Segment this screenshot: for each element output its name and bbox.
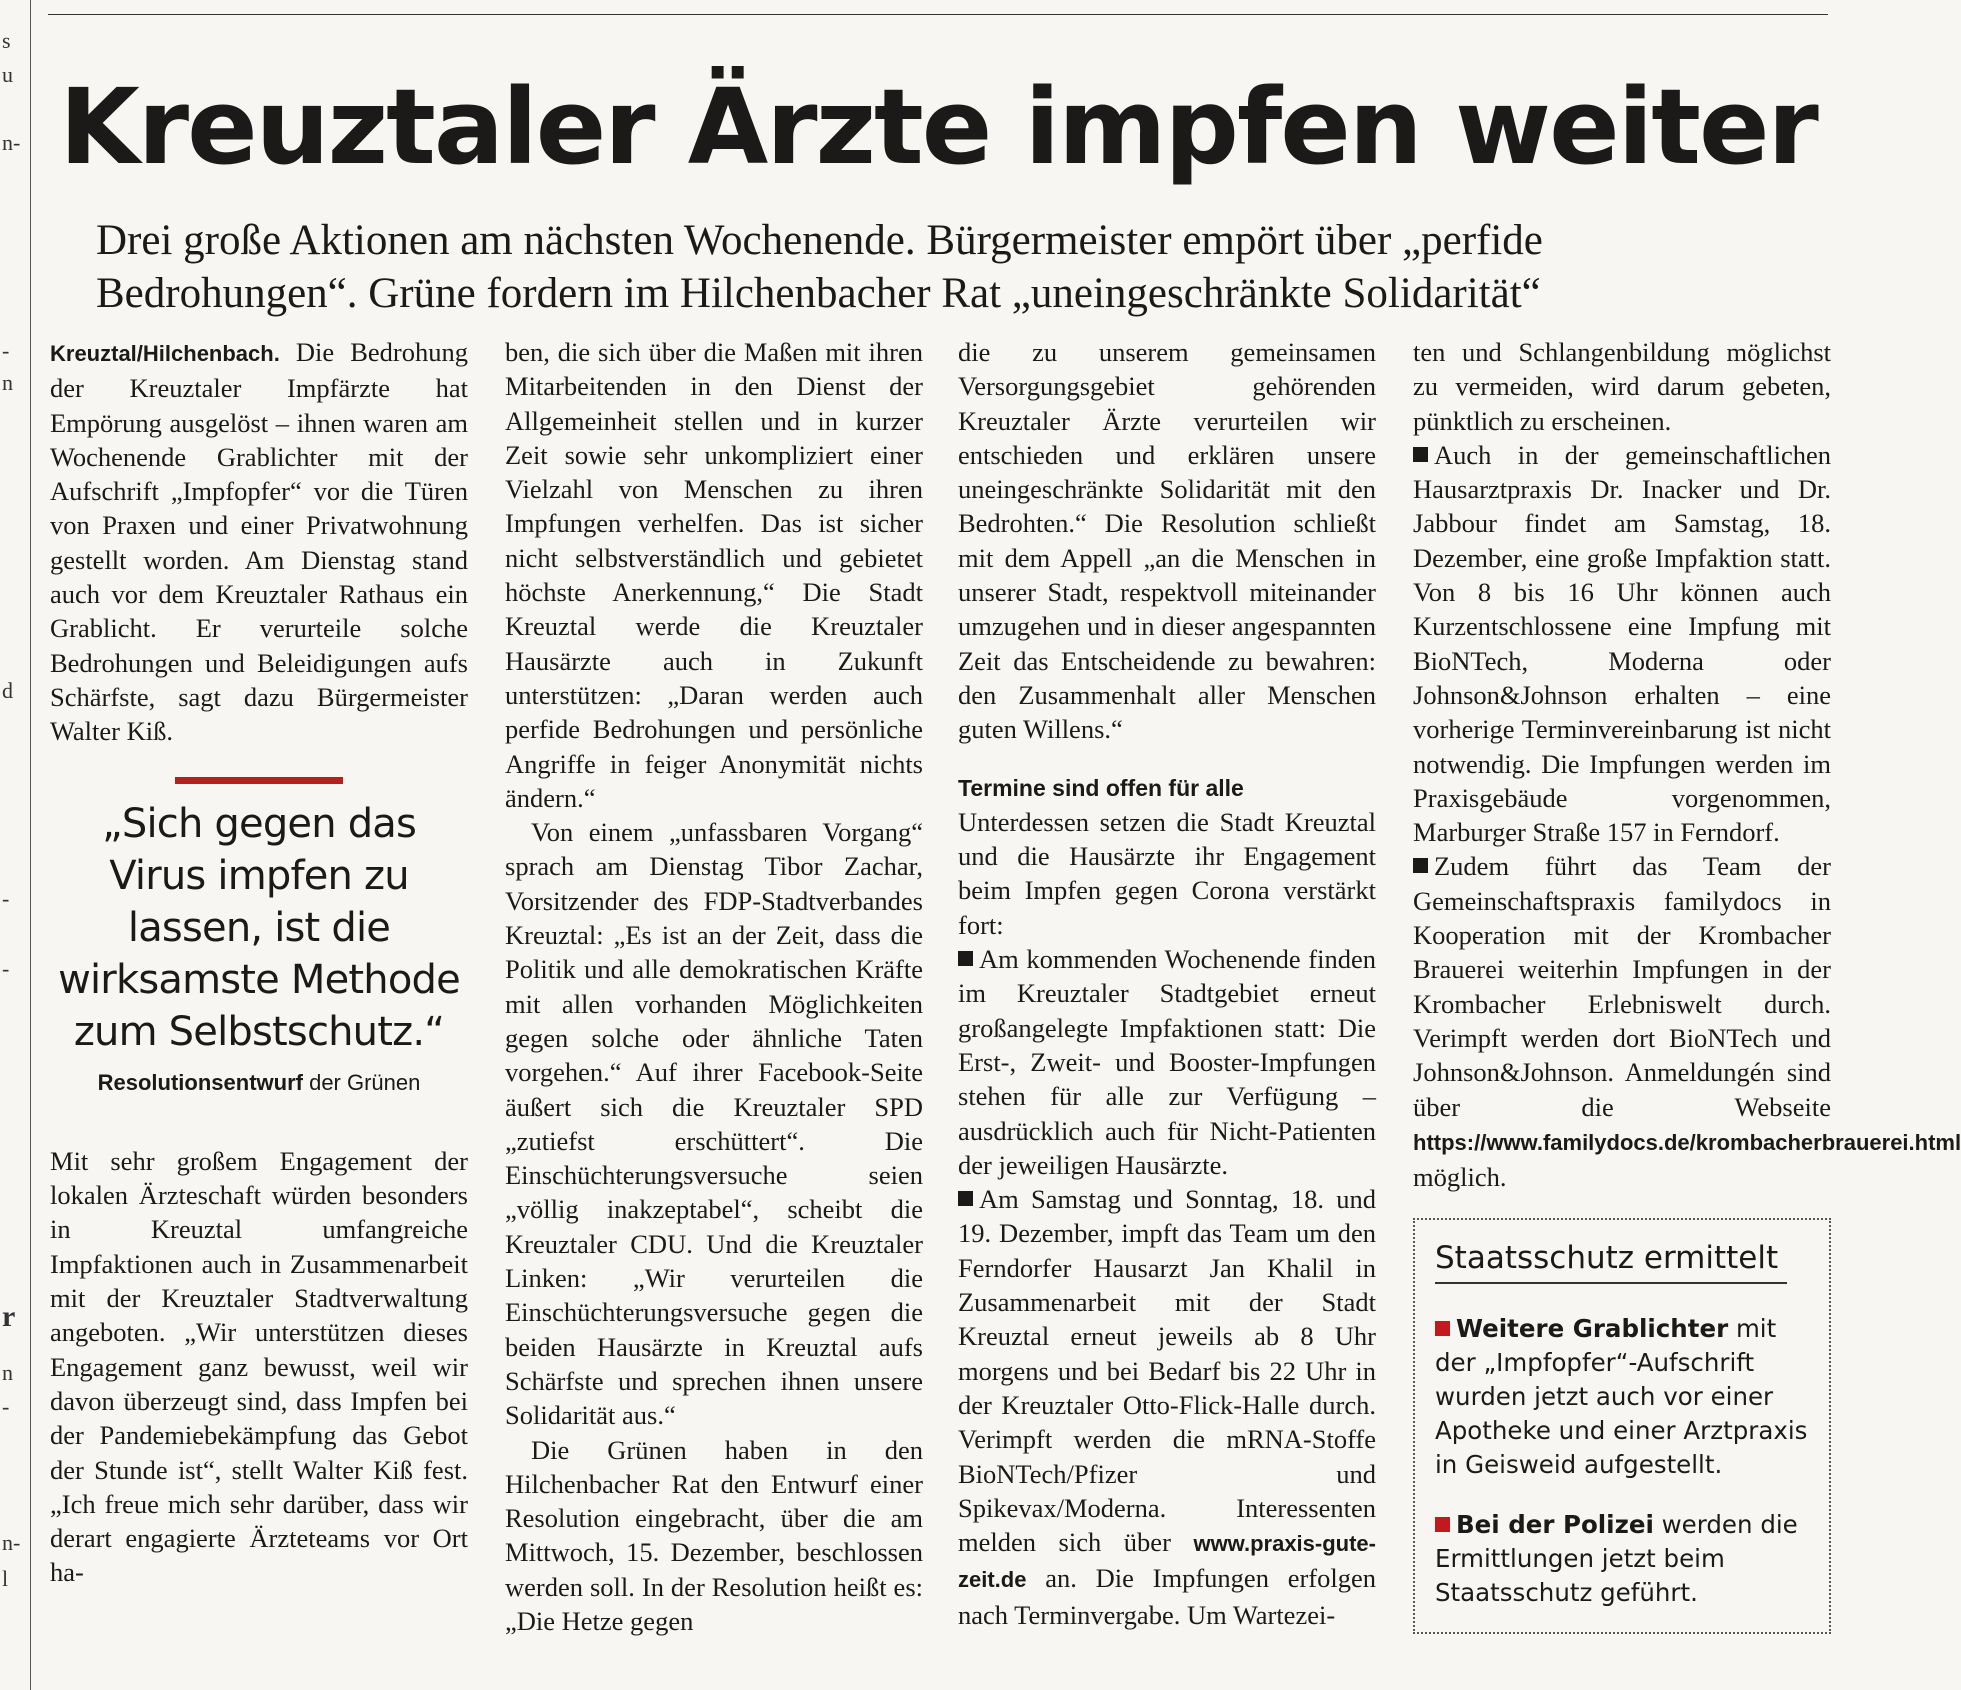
bullet-text: Zudem führt das Team der Gemeinschaftspraxis familydocs in Kooperation mit der Krombacher Brauerei weiterhin Impfungen in der Krombacher Erlebniswelt durch. Verimpft werden dort BioNTech und Johnson&Johnson. Anmeldungén sind über die Webseite [1413,851,1831,1122]
lead-paragraph [50,335,468,749]
familydocs-url-link[interactable]: https://www.familydocs.de/krombacherbrauerei.html [1413,1129,1961,1155]
neighbor-article-edge [0,0,31,1690]
column-1 [50,335,468,1590]
deck-subheadline: Drei große Aktionen am nächsten Wochenende. Bürgermeister empört über „perfide Bedrohungen“. Grüne fordern im Hilchenbacher Rat „uneingeschränkte Solidarität“ [96,217,1543,317]
gutter-fragment: n [2,1360,13,1385]
info-box-entry [1435,1312,1809,1482]
red-square-icon [1435,1517,1450,1532]
bullet-text: Am kommenden Wochenende finden im Kreuztaler Stadtgebiet erneut großangelegte Impfaktionen statt: Die Erst-, Zweit- und Booster-Impfungen stehen für alle zur Verfügung – ausdrücklich auch für Nicht-Patienten der jeweiligen Hausärzte. [958,944,1376,1180]
pull-quote-source [50,1066,468,1100]
pull-quote-source-bold: Resolutionsentwurf [97,1069,303,1095]
body-paragraph: Unterdessen setzen die Stadt Kreuztal und die Hausärzte ihr Engagement beim Impfen gegen Corona verstärkt fort: [958,806,1376,940]
gutter-fragment: s [2,28,11,53]
bullet-paragraph [1413,849,1961,1194]
body-paragraph: Mit sehr großem Engagement der lokalen Ärzteschaft würden besonders in Kreuztal umfangreiche Impfaktionen auch in Zusammenarbeit mit der Kreuztaler Stadtverwaltung angeboten. „Wir unterstützen dieses Engagement ganz bewusst, weil wir davon überzeugt sind, dass Impfen bei der Pandemiebekämpfung das Gebot der Stunde ist“, stellt Walter Kiß fest. „Ich freue mich sehr darüber, dass wir derart engagierte Ärzteteams vor Ort ha- [50,1145,468,1588]
info-box-entry-text: werden die Ermittlungen jetzt beim Staatsschutz geführt. [1435,1510,1798,1608]
body-paragraph: Von einem „unfassbaren Vorgang“ sprach am Dienstag Tibor Zachar, Vorsitzender des FDP-Stadtverbandes Kreuztal: „Es ist an der Zeit, dass die Politik und alle demokratischen Kräfte mit allen vorhanden Möglichkeiten gegen solche oder ähnliche Taten vorgehen.“ Auf ihrer Facebook-Seite äußert sich die Kreuztaler SPD „zutiefst erschüttert“. Die Einschüchterungsversuche seien „völlig inakzeptabel“, scheibt die Kreuztaler CDU. Und die Kreuztaler Linken: „Wir verurteilen die Einschüchterungsversuche gegen die beiden Hausärzte in Kreuztal aufs Schärfste und sprechen ihnen unsere Solidarität aus.“ [505,817,923,1431]
gutter-fragment: n [2,370,13,395]
column-4 [1413,335,1961,1634]
bullet-text: möglich. [1413,1162,1507,1193]
gutter-fragment: l [2,1566,9,1591]
bullet-paragraph [958,1182,1376,1632]
headline: Kreuztaler Ärzte impfen weiter [59,66,1817,188]
bullet-square-icon [1413,447,1428,462]
gutter-fragment: n- [2,1530,21,1555]
gutter-fragment: n- [2,130,21,155]
praxis-url-link[interactable]: www.praxis-gute-zeit.de [958,1531,1376,1593]
bullet-text: Am Samstag und Sonntag, 18. und 19. Dezember, impft das Team um den Ferndorfer Hausarzt Jan Khalil in Zusammenarbeit mit der Stadt Kreuztal erneut jeweils ab 8 Uhr morgens und bei Bedarf bis 22 Uhr in der Kreuztaler Otto-Flick-Halle durch. Verimpft werden die mRNA-Stoffe BioNTech/Pfizer und Spikevax/Moderna. Interessenten melden sich über [958,1184,1376,1558]
body-paragraph: die zu unserem gemeinsamen Versorgungsgebiet gehörenden Kreuztaler Ärzte verurteilen wir entschieden und erklären unsere uneingeschränkte Solidarität mit den Bedrohten.“ Die Resolution schließt mit dem Appell „an die Menschen in unserer Stadt, respektvoll miteinander umzugehen und in dieser angespannten Zeit das Entscheidende zu bewahren: den Zusammenhalt aller Menschen guten Willens.“ [958,337,1376,745]
bullet-paragraph [1413,438,1831,850]
bullet-square-icon [958,951,973,966]
bullet-square-icon [1413,858,1428,873]
info-box-entry-bold: Weitere Grablichter [1456,1314,1729,1344]
red-square-icon [1435,1321,1450,1336]
bullet-paragraph [958,942,1376,1182]
pull-quote-source-rest: der Grünen [302,1069,421,1095]
gutter-fragment: d [2,678,13,703]
info-box-entry-text: mit der „Impfopfer“-Aufschrift wurden jetzt auch vor einer Apotheke und einer Arztpraxis in Geisweid aufgestellt. [1435,1314,1808,1480]
bullet-square-icon [958,1191,973,1206]
column-3 [958,335,1376,1632]
lead-text: Die Bedrohung der Kreuztaler Impfärzte hat Empörung ausgelöst – ihnen waren am Wochenende Grablichter mit der Aufschrift „Impfopfer“ vor die Türen von Praxen und einer Privatwohnung gestellt worden. Am Dienstag stand auch vor dem Kreuztaler Rathaus ein Grablicht. Er verurteile solche Bedrohungen und Beleidigungen aufs Schärfste, sagt dazu Bürgermeister Walter Kiß. [50,337,468,747]
bullet-text: an. Die Impfungen erfolgen nach Terminvergabe. Um Wartezei- [958,1563,1376,1630]
info-box-entry-bold: Bei der Polizei [1456,1510,1654,1540]
pull-quote [50,777,468,1100]
column-2 [505,335,923,1638]
pull-quote-text: „Sich gegen das Virus impfen zu lassen, ist die wirksamste Methode zum Selbstschutz.“ [58,800,460,1055]
gutter-fragment: r [2,1300,16,1333]
top-rule [48,14,1828,15]
pull-quote-bar [175,777,343,784]
bullet-text: Auch in der gemeinschaftlichen Hausarztpraxis Dr. Inacker und Dr. Jabbour findet am Samstag, 18. Dezember, eine große Impfaktion statt. Von 8 bis 16 Uhr können auch Kurzentschlossene eine Impfung mit BioNTech, Moderna oder Johnson&Johnson erhalten – eine vorherige Terminvereinbarung ist nicht notwendig. Die Impfungen werden im Praxisgebäude vorgenommen, Marburger Straße 157 in Ferndorf. [1413,439,1831,848]
body-paragraph: ben, die sich über die Maßen mit ihren Mitarbeitenden in den Dienst der Allgemeinheit stellen und in kurzer Zeit sowie sehr unkompliziert einer Vielzahl von Menschen zu ihren Impfungen verhelfen. Das ist sicher nicht selbstverständlich und gebietet höchste Anerkennung,“ Die Stadt Kreuztal werde die Kreuztaler Hausärzte auch in Zukunft unterstützen: „Daran werden auch perfide Bedrohungen und persönliche Angriffe in feiger Anonymität nichts ändern.“ [505,337,923,813]
info-box-entry [1435,1508,1809,1610]
body-paragraph: Die Grünen haben in den Hilchenbacher Rat den Entwurf einer Resolution eingebracht, über die am Mittwoch, 15. Dezember, beschlossen werden soll. In der Resolution heißt es: „Die Hetze gegen [505,1434,923,1636]
sub-headline: Termine sind offen für alle [958,774,1244,801]
body-paragraph: ten und Schlangenbildung möglichst zu vermeiden, wird darum gebeten, pünktlich zu erscheinen. [1413,337,1831,436]
gutter-fragment: u [2,62,13,87]
gutter-fragment: - [2,886,10,911]
gutter-fragment: - [2,338,10,363]
gutter-fragment: - [2,1394,10,1419]
info-box-title: Staatsschutz ermittelt [1435,1238,1787,1284]
dateline: Kreuztal/Hilchenbach. [50,341,280,366]
gutter-fragment: - [2,956,10,981]
info-box [1413,1218,1831,1634]
